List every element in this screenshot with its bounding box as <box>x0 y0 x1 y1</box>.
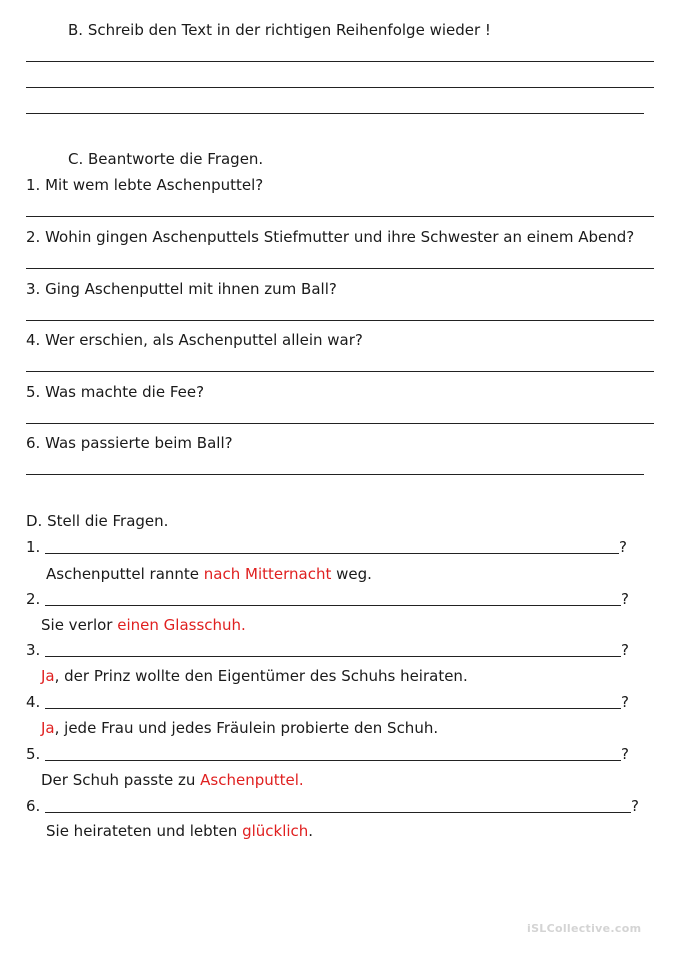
item-number: 3. <box>26 641 41 659</box>
item-number: 6. <box>26 797 41 815</box>
answer-line-5[interactable] <box>26 423 654 424</box>
question-mark: ? <box>621 641 629 659</box>
question-line-2[interactable] <box>45 605 621 606</box>
highlighted-phrase: Ja <box>41 667 55 685</box>
question-6: 6. Was passierte beim Ball? <box>26 434 233 452</box>
answer-sentence-3: Ja, der Prinz wollte den Eigentümer des Schuhs heiraten. <box>41 667 468 685</box>
question-mark: ? <box>621 590 629 608</box>
question-line-4[interactable] <box>45 708 621 709</box>
question-mark: ? <box>621 745 629 763</box>
answer-line-3[interactable] <box>26 320 654 321</box>
answer-line-4[interactable] <box>26 371 654 372</box>
answer-sentence-6: Sie heirateten und lebten glücklich. <box>46 822 314 840</box>
answer-line-2[interactable] <box>26 268 654 269</box>
answer-sentence-5: Der Schuh passte zu Aschenputtel. <box>41 771 304 789</box>
section-b-heading: B. Schreib den Text in der richtigen Reihenfolge wieder ! <box>68 21 491 39</box>
highlighted-phrase: glücklich <box>242 822 309 840</box>
answer-sentence-2: Sie verlor einen Glasschuh. <box>41 616 246 634</box>
highlighted-phrase: Aschenputtel. <box>200 771 304 789</box>
answer-sentence-1: Aschenputtel rannte nach Mitternacht weg. <box>46 565 372 583</box>
question-mark: ? <box>619 538 627 556</box>
question-line-3[interactable] <box>45 656 621 657</box>
highlighted-phrase: nach Mitternacht <box>203 565 332 583</box>
question-mark: ? <box>621 693 629 711</box>
answer-line[interactable] <box>26 61 654 62</box>
answer-sentence-4: Ja, jede Frau und jedes Fräulein probierte den Schuh. <box>41 719 439 737</box>
question-4: 4. Wer erschien, als Aschenputtel allein war? <box>26 331 363 349</box>
item-number: 1. <box>26 538 41 556</box>
answer-line-6[interactable] <box>26 474 644 475</box>
question-line-1[interactable] <box>45 553 619 554</box>
section-c-heading: C. Beantworte die Fragen. <box>68 150 264 168</box>
item-number: 2. <box>26 590 41 608</box>
answer-line-1[interactable] <box>26 216 654 217</box>
question-line-6[interactable] <box>45 812 631 813</box>
question-3: 3. Ging Aschenputtel mit ihnen zum Ball? <box>26 280 337 298</box>
question-1: 1. Mit wem lebte Aschenputtel? <box>26 176 264 194</box>
question-2: 2. Wohin gingen Aschenputtels Stiefmutter und ihre Schwester an einem Abend? <box>26 228 635 246</box>
item-number: 5. <box>26 745 41 763</box>
question-5: 5. Was machte die Fee? <box>26 383 205 401</box>
site-watermark: iSLCollective.com <box>527 922 642 935</box>
highlighted-phrase: Ja <box>41 719 55 737</box>
answer-line[interactable] <box>26 87 654 88</box>
question-mark: ? <box>631 797 639 815</box>
section-d-heading: D. Stell die Fragen. <box>26 512 169 530</box>
question-line-5[interactable] <box>45 760 621 761</box>
answer-line[interactable] <box>26 113 644 114</box>
item-number: 4. <box>26 693 41 711</box>
highlighted-phrase: einen Glasschuh. <box>117 616 246 634</box>
